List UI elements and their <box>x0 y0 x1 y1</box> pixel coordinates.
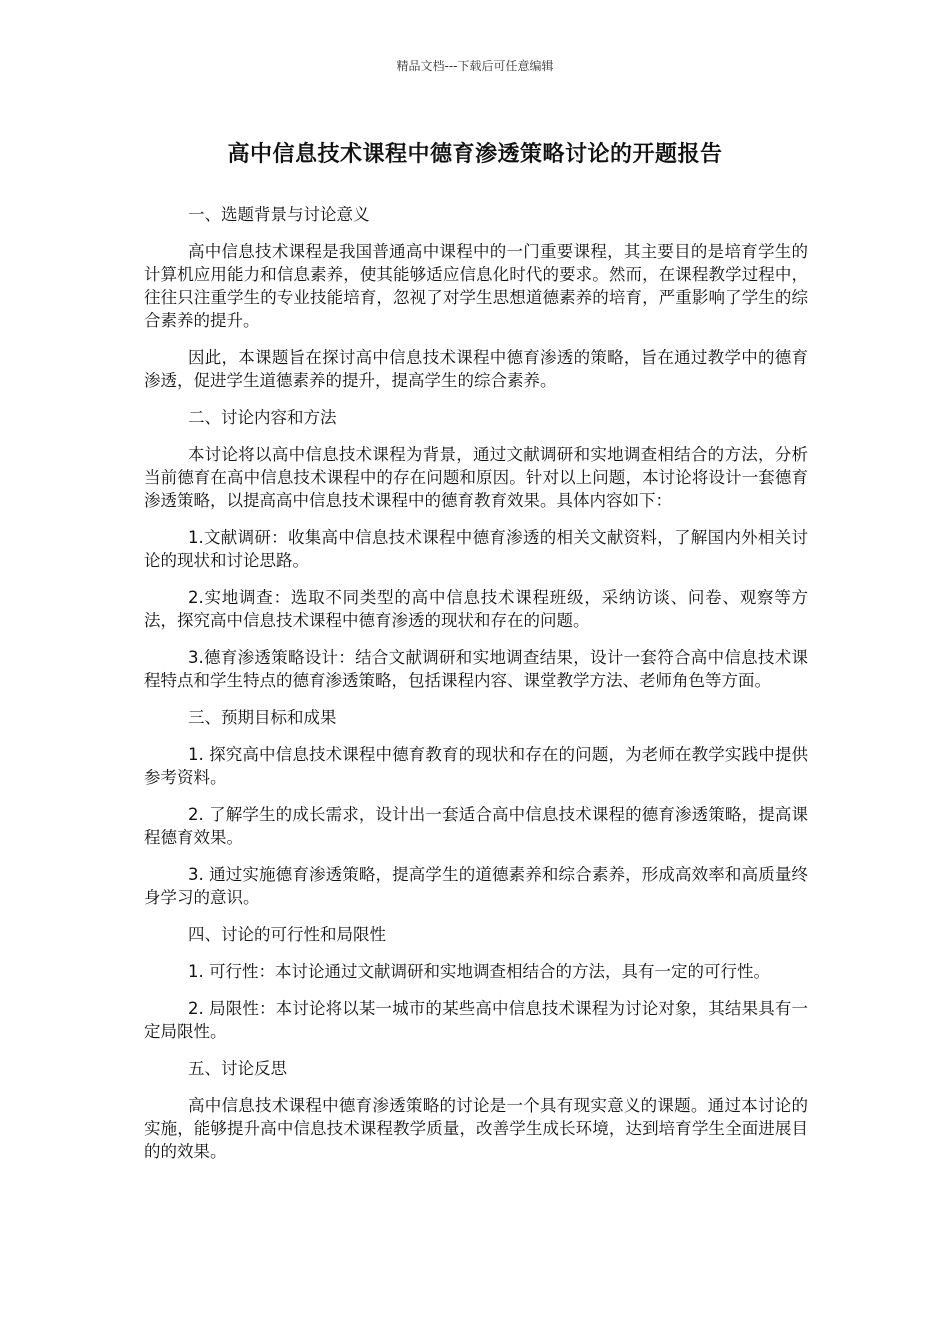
paragraph: 高中信息技术课程中德育渗透策略的讨论是一个具有现实意义的课题。通过本讨论的实施，能够提升高中信息技术课程教学质量，改善学生成长环境，达到培育学生全面进展目的的效果。 <box>144 1096 808 1161</box>
list-item: 3. 通过实施德育渗透策略，提高学生的道德素养和综合素养，形成高效率和高质量终身学习的意识。 <box>144 865 808 907</box>
list-item: 2. 了解学生的成长需求，设计出一套适合高中信息技术课程的德育渗透策略，提高课程德育效果。 <box>144 805 808 847</box>
list-item: 2.实地调查：选取不同类型的高中信息技术课程班级，采纳访谈、问卷、观察等方法，探究高中信息技术课程中德育渗透的现状和存在的问题。 <box>144 588 808 630</box>
section-heading: 四、讨论的可行性和局限性 <box>188 925 386 944</box>
document-body <box>144 203 808 1177</box>
list-item: 1.文献调研：收集高中信息技术课程中德育渗透的相关文献资料，了解国内外相关讨论的现状和讨论思路。 <box>144 528 808 570</box>
header-note: 精品文档---下载后可任意编辑 <box>396 59 554 73</box>
section-heading: 二、讨论内容和方法 <box>188 408 337 427</box>
paragraph: 因此，本课题旨在探讨高中信息技术课程中德育渗透的策略，旨在通过教学中的德育渗透，促进学生道德素养的提升，提高学生的综合素养。 <box>144 348 808 390</box>
document-title: 高中信息技术课程中德育渗透策略讨论的开题报告 <box>227 142 723 167</box>
section-heading: 五、讨论反思 <box>188 1059 287 1078</box>
list-item: 3.德育渗透策略设计：结合文献调研和实地调查结果，设计一套符合高中信息技术课程特点和学生特点的德育渗透策略，包括课程内容、课堂教学方法、老师角色等方面。 <box>144 648 808 690</box>
list-item: 2. 局限性：本讨论将以某一城市的某些高中信息技术课程为讨论对象，其结果具有一定局限性。 <box>144 999 808 1041</box>
paragraph: 本讨论将以高中信息技术课程为背景，通过文献调研和实地调查相结合的方法，分析当前德育在高中信息技术课程中的存在问题和原因。针对以上问题，本讨论将设计一套德育渗透策略，以提高高中信息技术课程中的德育教育效果。具体内容如下： <box>144 445 808 510</box>
paragraph: 高中信息技术课程是我国普通高中课程中的一门重要课程，其主要目的是培育学生的计算机应用能力和信息素养，使其能够适应信息化时代的要求。然而，在课程教学过程中，往往只注重学生的专业技能培育，忽视了对学生思想道德素养的培育，严重影响了学生的综合素养的提升。 <box>144 242 808 330</box>
section-heading: 一、选题背景与讨论意义 <box>188 205 370 224</box>
list-item: 1. 可行性：本讨论通过文献调研和实地调查相结合的方法，具有一定的可行性。 <box>188 962 770 981</box>
list-item: 1. 探究高中信息技术课程中德育教育的现状和存在的问题，为老师在教学实践中提供参考资料。 <box>144 745 808 787</box>
section-heading: 三、预期目标和成果 <box>188 708 337 727</box>
